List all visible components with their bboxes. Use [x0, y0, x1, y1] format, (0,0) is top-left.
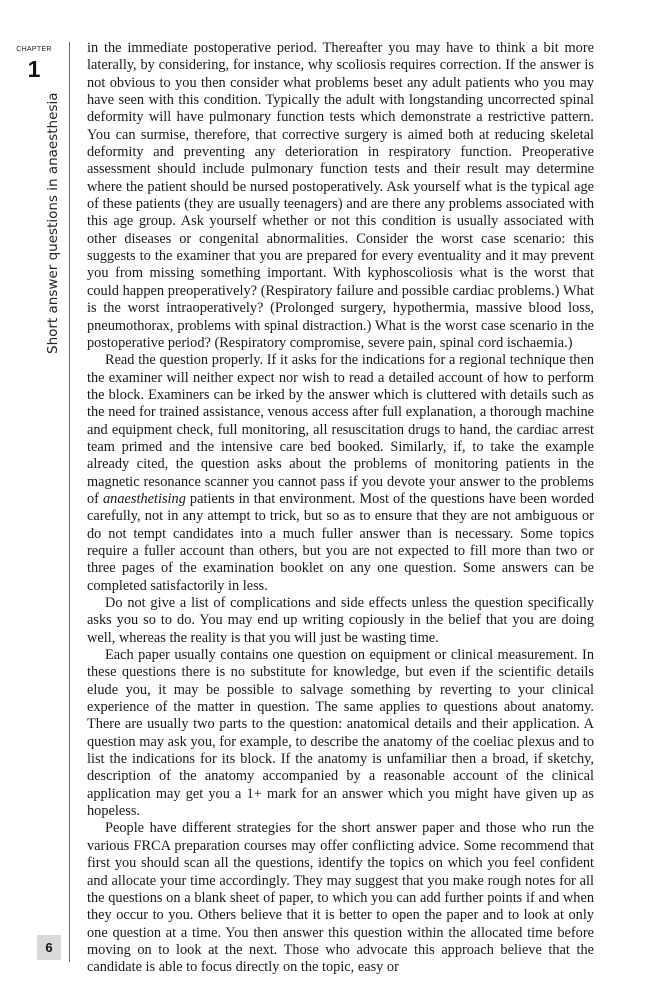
paragraph-emphasis: anaesthetising — [103, 490, 186, 507]
paragraph-1 — [87, 40, 594, 352]
paragraph-text: People have different strategies for the short answer paper and those who run the various FRCA preparation courses may offer conflicting advice. Some recommend that first you should scan all the questions, identify the topics on which you feel confident and allocate your time accordingly. They may suggest that you make rough notes for all the questions on a blank sheet of paper, to which you can add further points if and when they occur to you. Others believe that it is better to open the paper and to look at only one question at a time. You then answer this question within the allocated time before moving on to look at the next. Those who advocate this approach believe that the candidate is able to focus directly on the topic, easy or — [87, 820, 594, 976]
body-text — [87, 40, 594, 977]
paragraph-text: Each paper usually contains one question on equipment or clinical measurement. In these questions there is no substitute for knowledge, but even if the scientific details elude you, it may be possible to salvage something by reverting to your clinical experience of the matter in question. The same applies to questions about anatomy. There are usually two parts to the question: anatomical details and their application. A question may ask you, for example, to describe the anatomy of the coeliac plexus and to list the indications for its block. If the anatomy is unfamiliar then a broad, if sketchy, description of the anatomy accompanied by a reasonable account of the clinical application may get you a 1+ mark for an answer which you might have given up as hopeless. — [87, 647, 594, 820]
chapter-label: CHAPTER — [16, 46, 52, 53]
paragraph-text: patients in that environment. Most of the questions have been worded carefully, not in any attempt to trick, but so as to ensure that they are not ambiguous or do not tempt candidates into a much fuller answer than is necessary. Some topics require a fuller account than others, but you are not expected to fill more than two or three pages of the examination booklet on any one question. Some answers can be completed satisfactorily in less. — [87, 490, 594, 594]
paragraph-text: Read the question properly. If it asks for the indications for a regional technique then the examiner will neither expect nor wish to read a detailed account of how to perform the block. Examiners can be irked by the answer which is cluttered with details such as the need for trained assistance, venous access after full explanation, a thorough machine and equipment check, full monitoring, all resuscitation drugs to hand, the cardiac arrest team primed and the intensive care bed booked. Similarly, if, to take the example already cited, the question asks about the problems of monitoring patients in the magnetic resonance scanner you cannot pass if you devote your answer to the problems of — [87, 352, 594, 507]
chapter-number: 1 — [27, 56, 41, 82]
paragraph-text: Do not give a list of complications and side effects unless the question specifically asks you so to do. You may end up writing copiously in the belief that you are doing well, whereas the reality is that you will just be wasting time. — [87, 595, 594, 646]
page-number: 6 — [37, 935, 61, 960]
margin-rule — [69, 42, 70, 962]
paragraph-4 — [87, 647, 594, 820]
paragraph-text: in the immediate postoperative period. Thereafter you may have to think a bit more laterally, by considering, for instance, why scoliosis requires correction. If the answer is not obvious to you then consider what problems beset any adult patients who you may have seen with this condition. Typically the adult with longstanding uncorrected spinal deformity will have pulmonary function tests which demonstrate a restrictive pattern. You can surmise, therefore, that corrective surgery is aimed both at reducing skeletal deformity and preventing any deterioration in respiratory function. Preoperative assessment should include pulmonary function tests and their result may determine where the patient should be nursed postoperatively. Ask yourself what is the typical age of these patients (they are usually teenagers) and are there any problems associated with this age group. Ask yourself whether or not this condition is usually associated with other diseases or congenital abnormalities. Consider the worst case scenario: this suggests to the examiner that you are prepared for every eventuality and it may prevent you from missing something important. With kyphoscoliosis what is the worst that could happen preoperatively? (Respiratory failure and possible cardiac problems.) What is the worst intraoperatively? (Prolonged surgery, hypothermia, massive blood loss, pneumothorax, problems with spinal distraction.) What is the worst case scenario in the postoperative period? (Respiratory compromise, severe pain, spinal cord ischaemia.) — [87, 40, 594, 351]
paragraph-3 — [87, 595, 594, 647]
running-head: Short answer questions in anaesthesia — [45, 92, 61, 354]
paragraph-2 — [87, 352, 594, 595]
paragraph-5 — [87, 820, 594, 976]
